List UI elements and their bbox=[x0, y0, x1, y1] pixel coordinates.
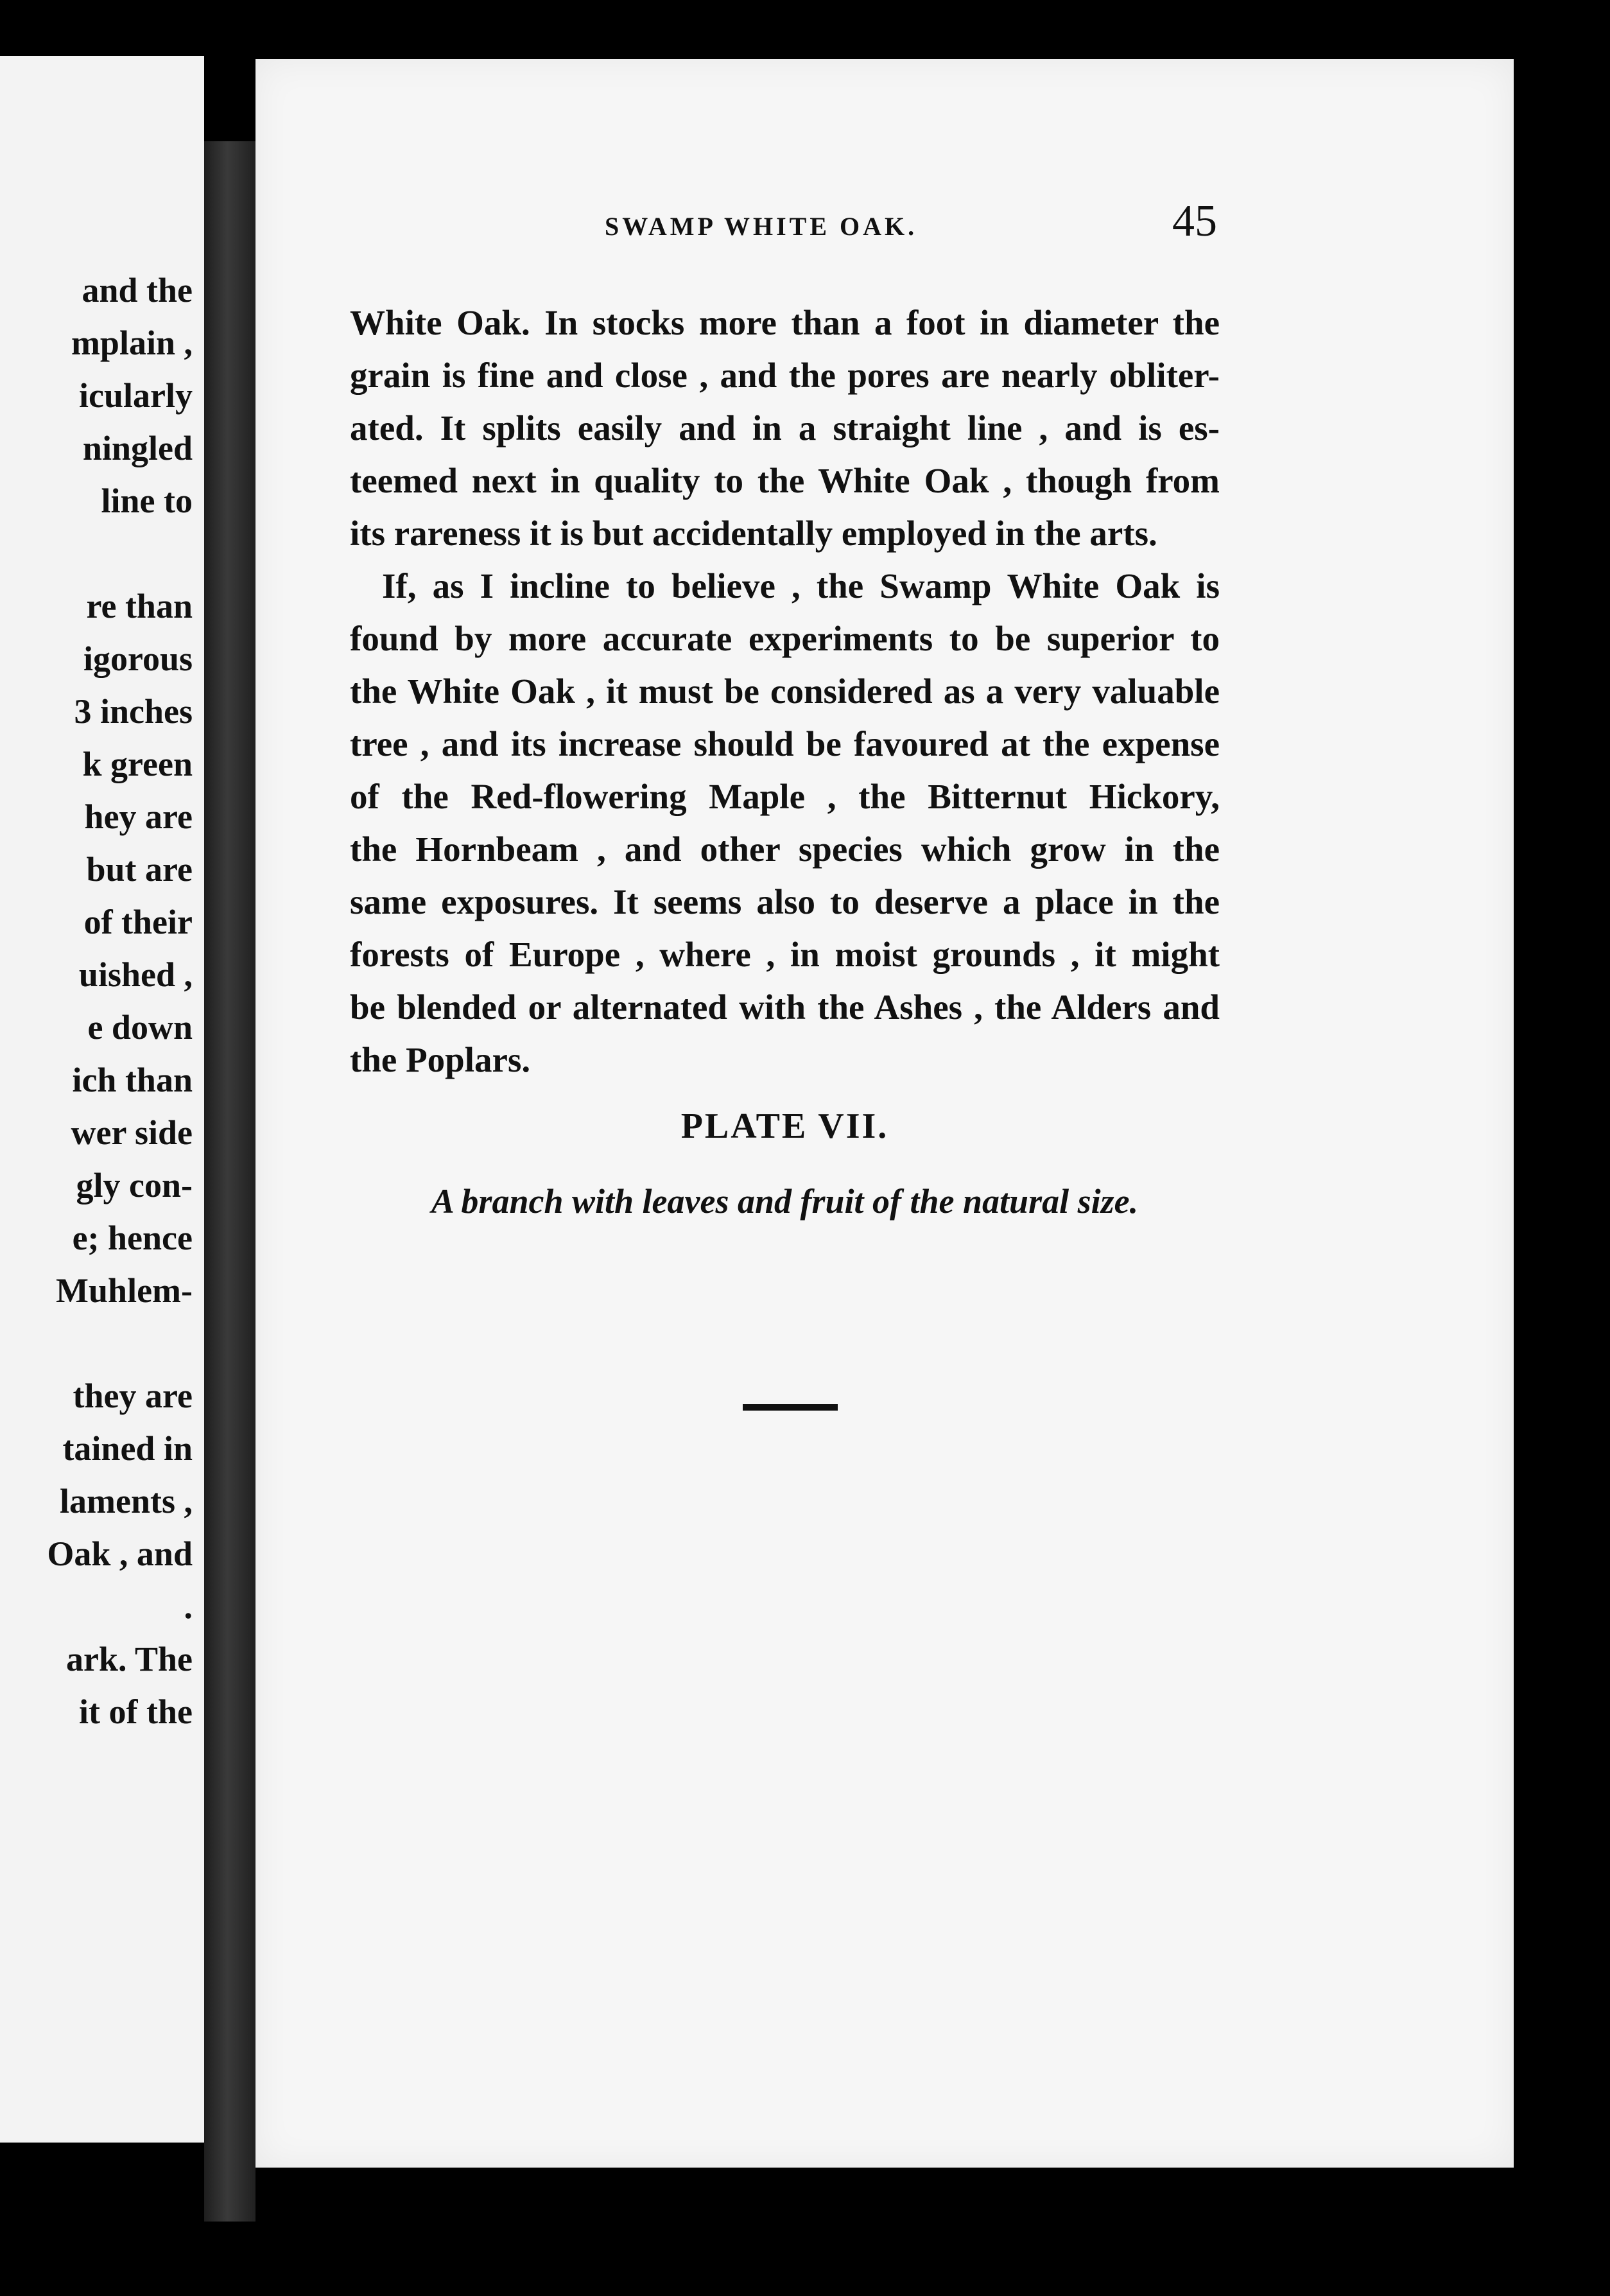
text-line: of the Red-flowering Maple , the Bitternut Hickory, bbox=[350, 777, 1220, 816]
text-line: grain is fine and close , and the pores are nearly obliter- bbox=[350, 356, 1220, 395]
facing-page-line: Oak , and bbox=[47, 1535, 193, 1573]
running-head bbox=[347, 196, 1217, 254]
paragraph-2 bbox=[350, 560, 1220, 1086]
page-number: 45 bbox=[1172, 196, 1217, 246]
text-line: teemed next in quality to the White Oak , though from bbox=[350, 461, 1220, 500]
facing-page-line: e down bbox=[87, 1008, 193, 1047]
section-rule bbox=[743, 1404, 838, 1411]
book-gutter bbox=[204, 141, 255, 2222]
text-line: ated. It splits easily and in a straight line , and is es- bbox=[350, 408, 1220, 448]
paragraph-1 bbox=[350, 297, 1220, 560]
facing-page-line: Muhlem- bbox=[56, 1271, 193, 1310]
facing-page-line: re than bbox=[86, 587, 193, 625]
text-line: tree , and its increase should be favoured at the expense bbox=[350, 724, 1220, 763]
facing-page-line: line to bbox=[101, 482, 193, 520]
text-line: the Poplars. bbox=[350, 1040, 531, 1079]
facing-page-line: tained in bbox=[62, 1429, 193, 1468]
facing-page-fragment bbox=[0, 56, 204, 2143]
facing-page-line: k green bbox=[82, 745, 193, 783]
plate-heading: PLATE VII. bbox=[680, 1106, 889, 1146]
facing-page-line: icularly bbox=[79, 376, 193, 415]
facing-page-line: and the bbox=[82, 271, 193, 309]
facing-page-line: igorous bbox=[83, 639, 193, 678]
running-title: SWAMP WHITE OAK. bbox=[605, 212, 918, 241]
text-line: forests of Europe , where , in moist grounds , it might bbox=[350, 935, 1220, 974]
facing-page-line: they are bbox=[73, 1377, 193, 1415]
text-line: be blended or alternated with the Ashes , the Alders and bbox=[350, 987, 1220, 1027]
text-line: same exposures. It seems also to deserve a place in the bbox=[350, 882, 1220, 921]
facing-page-line: ark. The bbox=[65, 1640, 193, 1678]
facing-page-line: wer side bbox=[71, 1113, 193, 1152]
facing-page-line: ningled bbox=[82, 429, 193, 467]
text-line: If, as I incline to believe , the Swamp White Oak is bbox=[382, 566, 1220, 605]
facing-page-line: e; hence bbox=[72, 1219, 193, 1257]
facing-page-line: gly con- bbox=[76, 1166, 193, 1205]
facing-page-line: of their bbox=[83, 903, 193, 941]
facing-page-line: but are bbox=[86, 850, 193, 889]
scan-border bbox=[1514, 59, 1610, 2168]
facing-page-line: laments , bbox=[60, 1482, 193, 1520]
facing-page-line: mplain , bbox=[71, 324, 193, 362]
text-line: its rareness it is but accidentally employed in the arts. bbox=[350, 514, 1157, 553]
body-text bbox=[350, 297, 1220, 1086]
facing-page-line: uished , bbox=[78, 955, 193, 994]
facing-page-line: hey are bbox=[84, 797, 193, 836]
text-line: found by more accurate experiments to be superior to bbox=[350, 619, 1220, 658]
facing-page-line: it of the bbox=[79, 1692, 193, 1731]
facing-page-line: 3 inches bbox=[74, 692, 193, 731]
plate-caption: A branch with leaves and fruit of the natural size. bbox=[431, 1182, 1139, 1221]
text-line: the White Oak , it must be considered as a very valuable bbox=[350, 672, 1220, 711]
text-line: White Oak. In stocks more than a foot in diameter the bbox=[350, 303, 1220, 342]
facing-page-line: . bbox=[184, 1587, 193, 1626]
text-line: the Hornbeam , and other species which grow in the bbox=[350, 830, 1220, 869]
facing-page-line: ich than bbox=[72, 1061, 193, 1099]
